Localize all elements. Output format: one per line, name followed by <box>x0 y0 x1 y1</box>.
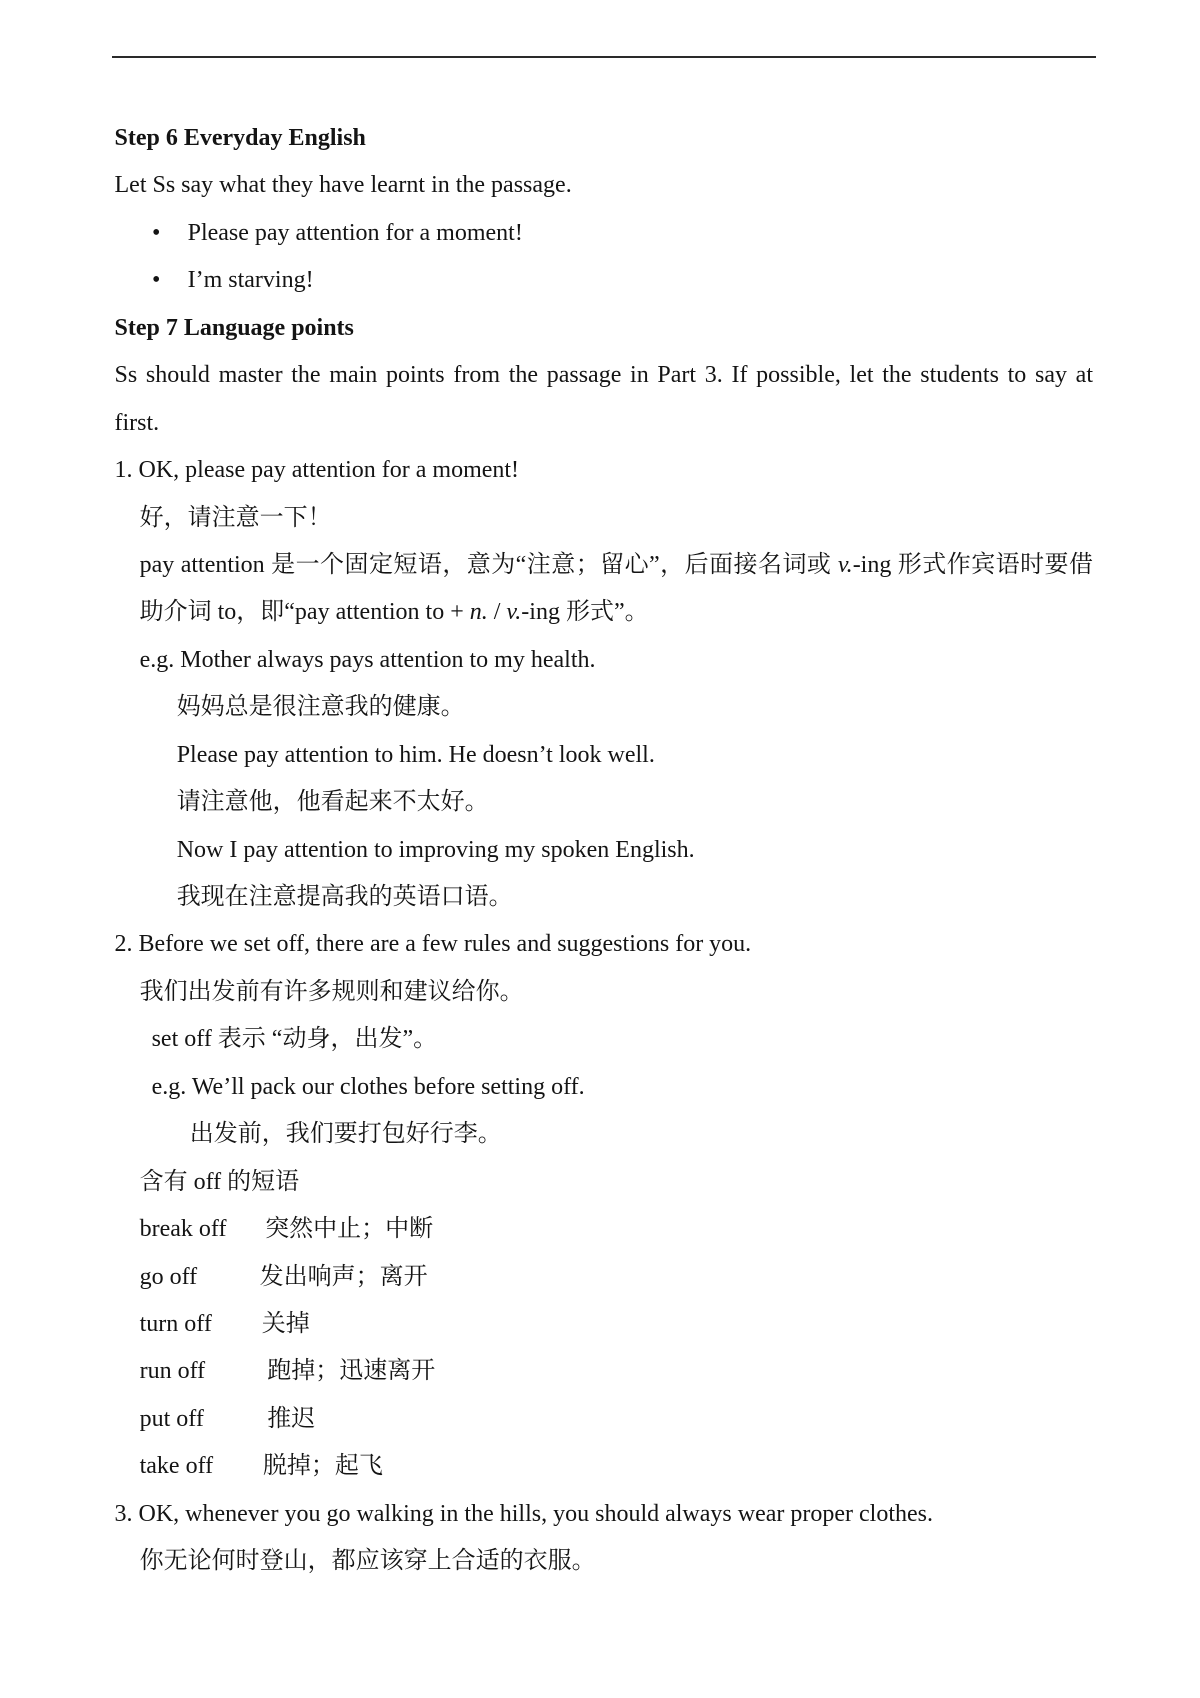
note-abbrev-verb: v. <box>506 599 522 626</box>
phrase-meaning: 发出响声；离开 <box>259 1263 428 1290</box>
point1-sentence: 1. OK, please pay attention for a moment! <box>114 457 520 484</box>
phrase-term: break off <box>139 1216 227 1243</box>
phrase-meaning: 关掉 <box>261 1310 310 1337</box>
phrase-term: take off <box>139 1453 214 1480</box>
bullet-symbol: • <box>152 267 161 294</box>
phrase-meaning: 脱掉；起飞 <box>262 1453 383 1480</box>
point1-note <box>0 542 1093 589</box>
example-english: e.g. Mother always pays attention to my health. <box>139 646 596 673</box>
example-chinese: 出发前，我们要打包好行李。 <box>189 1121 502 1148</box>
phrase-row <box>0 1396 1200 1443</box>
note-text: 助介词 to，即“pay attention to + <box>139 599 470 626</box>
example-chinese: 我现在注意提高我的英语口语。 <box>176 884 513 910</box>
point3-translation: 你无论何时登山，都应该穿上合适的衣服。 <box>139 1548 596 1575</box>
note-text: -ing 形式作宾语时要借 <box>852 551 1093 578</box>
phrase-row <box>0 1348 1200 1395</box>
note-text: pay attention 是一个固定短语，意为“注意；留心”，后面接名词或 <box>139 551 838 578</box>
point1-note-continued <box>0 589 1200 636</box>
point2-sentence: 2. Before we set off, there are a few rules and suggestions for you. <box>114 931 752 958</box>
lesson-plan-content <box>0 115 1200 1586</box>
phrase-meaning: 推迟 <box>267 1405 316 1432</box>
phrase-row <box>0 1254 1200 1301</box>
phrase-meaning: 跑掉；迅速离开 <box>267 1358 436 1385</box>
header-rule <box>112 56 1096 58</box>
note-abbrev-noun: n. <box>469 599 488 626</box>
note-text: / <box>487 599 507 626</box>
bullet-text: I’m starving! <box>187 267 314 294</box>
bullet-symbol: • <box>152 219 161 246</box>
phrase-row <box>0 1301 1200 1348</box>
step6-intro: Let Ss say what they have learnt in the passage. <box>114 172 572 199</box>
example-chinese: 妈妈总是很注意我的健康。 <box>176 694 465 721</box>
point2-translation: 我们出发前有许多规则和建议给你。 <box>139 978 524 1005</box>
example-english: e.g. We’ll pack our clothes before setting off. <box>151 1073 585 1100</box>
phrase-row <box>0 1443 1200 1490</box>
bullet-item <box>0 257 1200 304</box>
step7-intro: Ss should master the main points from the passage in Part 3. If possible, let the students to say at <box>114 362 1093 389</box>
note-text: -ing 形式”。 <box>521 599 649 626</box>
point3-sentence: 3. OK, whenever you go walking in the hills, you should always wear proper clothes. <box>114 1500 933 1527</box>
point2-note: set off 表示 “动身，出发”。 <box>151 1026 438 1053</box>
example-english: Now I pay attention to improving my spoken English. <box>176 836 695 863</box>
phrase-term: put off <box>139 1405 204 1432</box>
phrase-term: go off <box>139 1263 198 1290</box>
step6-heading: Step 6 Everyday English <box>114 125 366 151</box>
note-abbrev-verb: v. <box>837 551 853 578</box>
phrase-row <box>0 1206 1200 1253</box>
bullet-item <box>0 210 1200 257</box>
phrases-title: 含有 off 的短语 <box>139 1168 300 1195</box>
phrase-term: turn off <box>139 1310 212 1337</box>
step7-heading: Step 7 Language points <box>114 314 354 341</box>
example-chinese: 请注意他，他看起来不太好。 <box>176 789 489 816</box>
point1-translation: 好，请注意一下！ <box>139 504 332 531</box>
phrase-term: run off <box>139 1358 206 1385</box>
step7-intro-continued: first. <box>114 409 160 436</box>
bullet-text: Please pay attention for a moment! <box>187 219 523 246</box>
phrase-meaning: 突然中止；中断 <box>265 1216 434 1243</box>
example-english: Please pay attention to him. He doesn’t look well. <box>176 741 655 768</box>
